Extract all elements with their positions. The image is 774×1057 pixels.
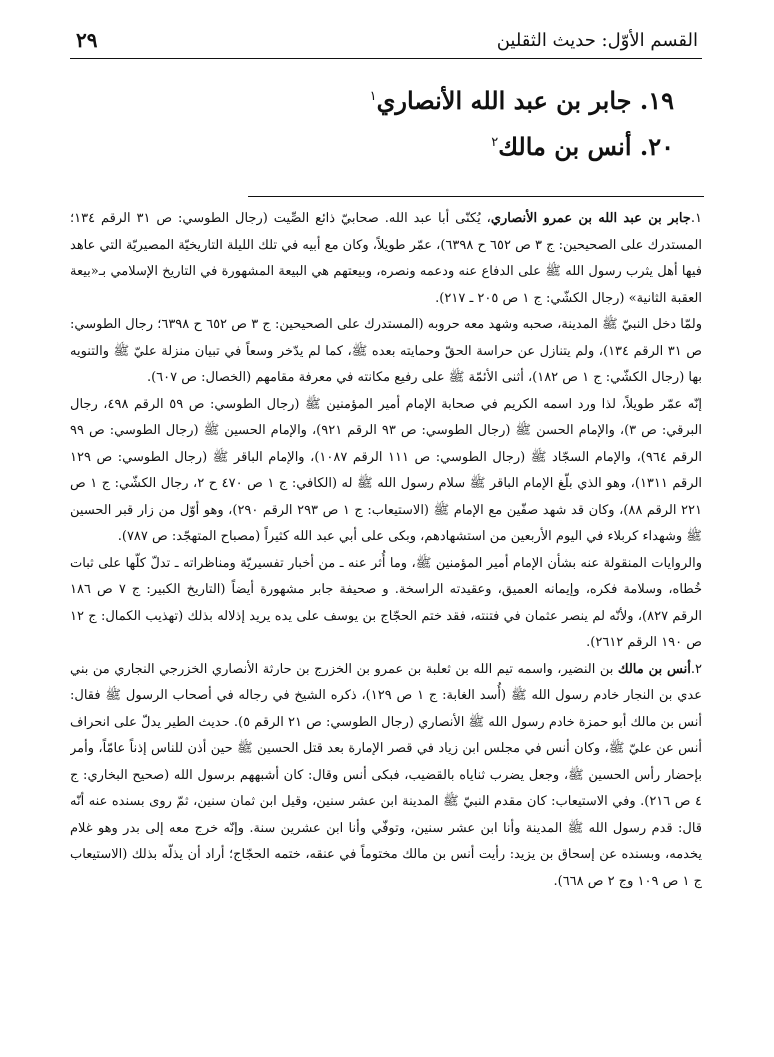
page-header (70, 24, 702, 59)
footnote-ref[interactable]: ٢ (491, 135, 499, 150)
footnote-subject-name: أنس بن مالك (617, 661, 691, 677)
narrator-name: ١٩. جابر بن عبد الله الأنصاري (376, 86, 674, 115)
footnote-separator (248, 196, 704, 197)
section-title: القسم الأوّل: حديث الثقلين (496, 30, 698, 51)
narrator-name: ٢٠. أنس بن مالك (498, 132, 674, 161)
footnote-paragraph: والروايات المنقولة عنه بشأن الإمام أمير المؤمنين ﷺ، وما أُثر عنه ـ من أخبار تفسيريّة ومناظراته ـ تدلّ كلّها على ثبات خُطاه، وسلامة فكره، وإيمانه العميق، وعقيدته الراسخة. و صحيفة جابر مشهورة أيضاً (التاريخ الكبير: ج ٧ ص ١٨٦ الرقم ٨٢٧)، ولأنّه لم ينصر عثمان في فتنته، فقد ختم الحجّاج بن يوسف على يده يريد إذلاله بذلك (تهذيب الكمال: ج ١٢ ص ١٩٠ الرقم ٢٦١٢). (70, 555, 702, 650)
footnote-number: ٢. (690, 661, 702, 677)
footnote-paragraph (70, 657, 702, 896)
footnote-paragraph: إنّه عمّر طويلاً، لذا ورد اسمه الكريم في صحابة الإمام أمير المؤمنين ﷺ (رجال الطوسي: ص ٥٩ الرقم ٤٩٨، رجال البرقي: ص ٣)، والإمام الحسن ﷺ (رجال الطوسي: ص ٩٣ الرقم ٩٢١)، والإمام الحسين ﷺ (رجال الطوسي: ص ٩٩ الرقم ٩٦٤)، والإمام السجّاد ﷺ (رجال الطوسي: ص ١١١ الرقم ١٠٨٧)، والإمام الباقر ﷺ (رجال الطوسي: ص ١٢٩ الرقم ١٣١١)، وهو الذي بلّغ الإمام الباقر ﷺ سلام رسول الله ﷺ له (الكافي: ج ١ ص ٤٧٠ ح ٢، رجال الكشّي: ج ١ ص ٢٢١ الرقم ٨٨)، وكان قد شهد صفّين مع الإمام ﷺ (الاستيعاب: ج ١ ص ٢٩٣ الرقم ٢٩٠)، وهو أوّل من زار قبر الحسين ﷺ وشهداء كربلاء في اليوم الأربعين من استشهادهم، وبكى على أبي عبد الله كثيراً (مصباح المتهجّد: ص ٧٨٧). (70, 396, 702, 544)
page-number: ٢٩ (76, 28, 98, 52)
narrator-item (154, 74, 674, 120)
footnote-paragraph (70, 206, 702, 312)
footnotes (70, 206, 702, 1046)
footnote-text: بن النضير، واسمه تيم الله بن ثعلبة بن عمرو بن الخزرج بن حارثة الأنصاري الخزرجي النجاري من بني عدي بن النجار خادم رسول الله ﷺ (أُسد الغابة: ج ١ ص ١٢٩)، ذكره الشيخ في رجاله في أصحاب الرسول ﷺ فقال: أنس بن مالك أبو حمزة خادم رسول الله ﷺ الأنصاري (رجال الطوسي: ص ٢١ الرقم ٥). حديث الطير يدلّ على انحراف أنس عن عليّ ﷺ، وكان أنس في مجلس ابن زياد في قصر الإمارة بعد قتل الحسين ﷺ حين أذن للناس إذناً عامّاً، وأمر بإحضار رأس الحسين ﷺ، وجعل يضرب ثناياه بالقضيب، فبكى أنس وقال: كان أشبههم برسول الله (صحيح البخاري: ج ٤ ص ٢١٦). وفي الاستيعاب: كان مقدم النبيّ ﷺ المدينة ابن عشر سنين، وقيل ابن ثمان سنين، ثمّ روى بسنده عنه أنّه قال: قدم رسول الله ﷺ المدينة وأنا ابن عشر سنين، وتوفّي وأنا ابن عشرين سنة. وإنّه خرج معه إلى بدر وهو غلام يخدمه، وبسنده عن إسحاق بن يزيد: رأيت أنس بن مالك مختوماً في عنقه، ختمه الحجّاج؛ أراد أن يذلّه بذلك (الاستيعاب ج ١ ص ١٠٩ وج ٢ ص ٦٦٨). (70, 661, 702, 889)
footnote-paragraph: ولمّا دخل النبيّ ﷺ المدينة، صحبه وشهد معه حروبه (المستدرك على الصحيحين: ج ٣ ص ٦٥٢ ح ٦٣٩٨؛ رجال الطوسي: ص ٣١ الرقم ١٣٤)، ولم يتنازل عن حراسة الحقّ وحمايته بعده ﷺ، كما لم يدّخر وسعاً في تبيان منزلة عليّ ﷺ والتنويه بها (رجال الكشّي: ج ١ ص ١٨٢)، أثنى الأئمّة ﷺ على رفيع مكانته في معرفة مقامهم (الخصال: ص ٦٠٧). (70, 317, 702, 385)
footnote-subject-name: جابر بن عبد الله بن عمرو الأنصاري (490, 211, 691, 226)
narrator-list (154, 74, 674, 166)
footnote-text: ، يُكنّى أبا عبد الله. صحابيّ ذائع الصِّيت (رجال الطوسي: ص ٣١ الرقم ١٣٤؛ المستدرك على الصحيحين: ج ٣ ص ٦٥٢ ح ٦٣٩٨)، عمّر طويلاً، وكان مع أبيه في تلك الليلة التاريخيّة المصيريّة التي عاهد فيها أهل يثرب رسول الله ﷺ على الدفاع عنه ودعمه ونصره، وبيعتهم هي البيعة المشهورة في التاريخ الإسلامي بـ«بيعة العقبة الثانية» (رجال الكشّي: ج ١ ص ٢٠٥ ـ ٢١٧). (70, 211, 702, 306)
narrator-item (154, 120, 674, 166)
footnote-ref[interactable]: ١ (369, 89, 377, 104)
footnote-number: ١. (690, 211, 702, 226)
